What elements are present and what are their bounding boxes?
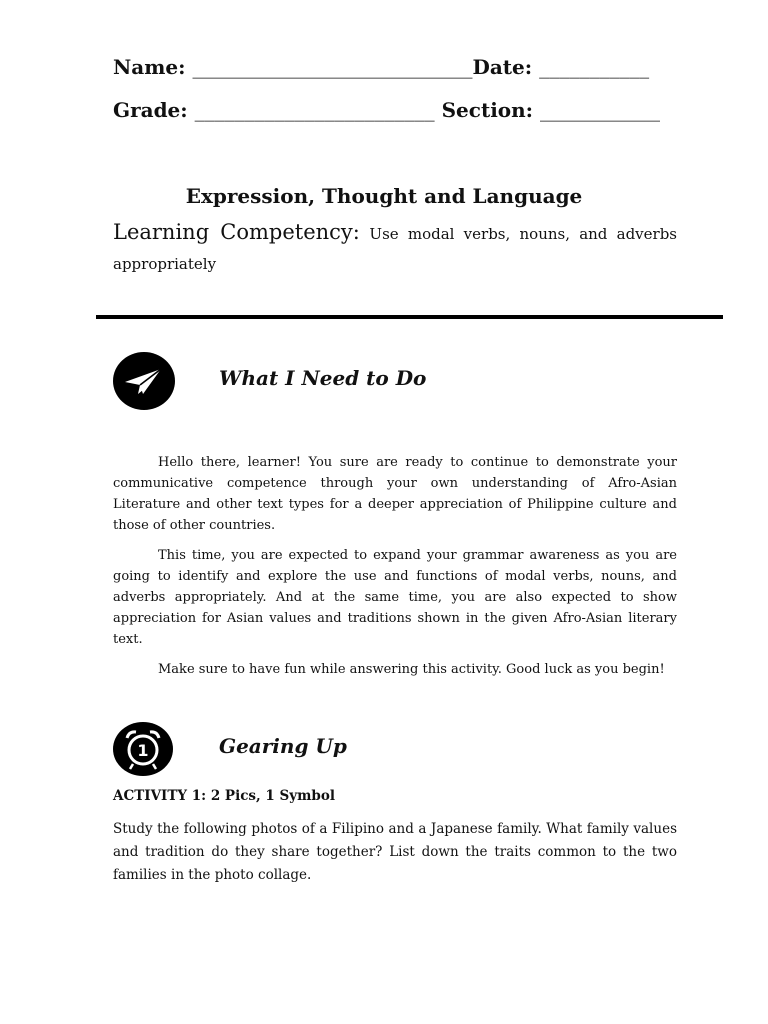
gearing-up-heading: Gearing Up [219, 734, 347, 758]
activity-title: ACTIVITY 1: 2 Pics, 1 Symbol [113, 788, 335, 804]
activity-instructions: Study the following photos of a Filipino and a Japanese family. What family values and tradition do they share together? List down the traits common to the two families in the photo collage. [113, 821, 677, 883]
page-title: Expression, Thought and Language [185, 184, 583, 208]
grade-section-line [113, 98, 660, 122]
paper-plane-icon [113, 352, 175, 410]
name-date-line [113, 55, 649, 79]
section-field[interactable]: ____________ [540, 98, 661, 122]
competency-text: Use modal verbs, nouns, and adverbs appropriately [113, 225, 678, 273]
name-field[interactable]: ____________________________ [192, 55, 473, 79]
clock-digit: 1 [137, 741, 149, 760]
intro-paragraph: This time, you are expected to expand your grammar awareness as you are going to identify and explore the use and functions of modal verbs, nouns, and adverbs appropriately. And at the same time, you are also expected to show appreciation for Asian values and traditions shown in the given Afro-Asian literary text. [113, 548, 677, 647]
date-label: Date: [472, 55, 533, 79]
section-label: Section: [441, 98, 534, 122]
alarm-clock-icon [113, 722, 173, 776]
intro-paragraph: Hello there, learner! You sure are ready to continue to demonstrate your communicative competence through your own understanding of Afro-Asian Literature and other text types for a deeper appreciation of Philippine culture and those of other countries. [113, 455, 677, 533]
divider [96, 315, 723, 319]
what-i-need-heading: What I Need to Do [219, 366, 427, 390]
grade-label: Grade: [113, 98, 188, 122]
learning-competency [113, 218, 677, 279]
name-label: Name: [113, 55, 186, 79]
grade-field[interactable]: ________________________ [194, 98, 435, 122]
date-field[interactable]: ___________ [539, 55, 650, 79]
intro-paragraph: Make sure to have fun while answering this activity. Good luck as you begin! [158, 662, 665, 677]
competency-label: Learning Competency: [113, 220, 360, 244]
intro-text [113, 452, 677, 689]
